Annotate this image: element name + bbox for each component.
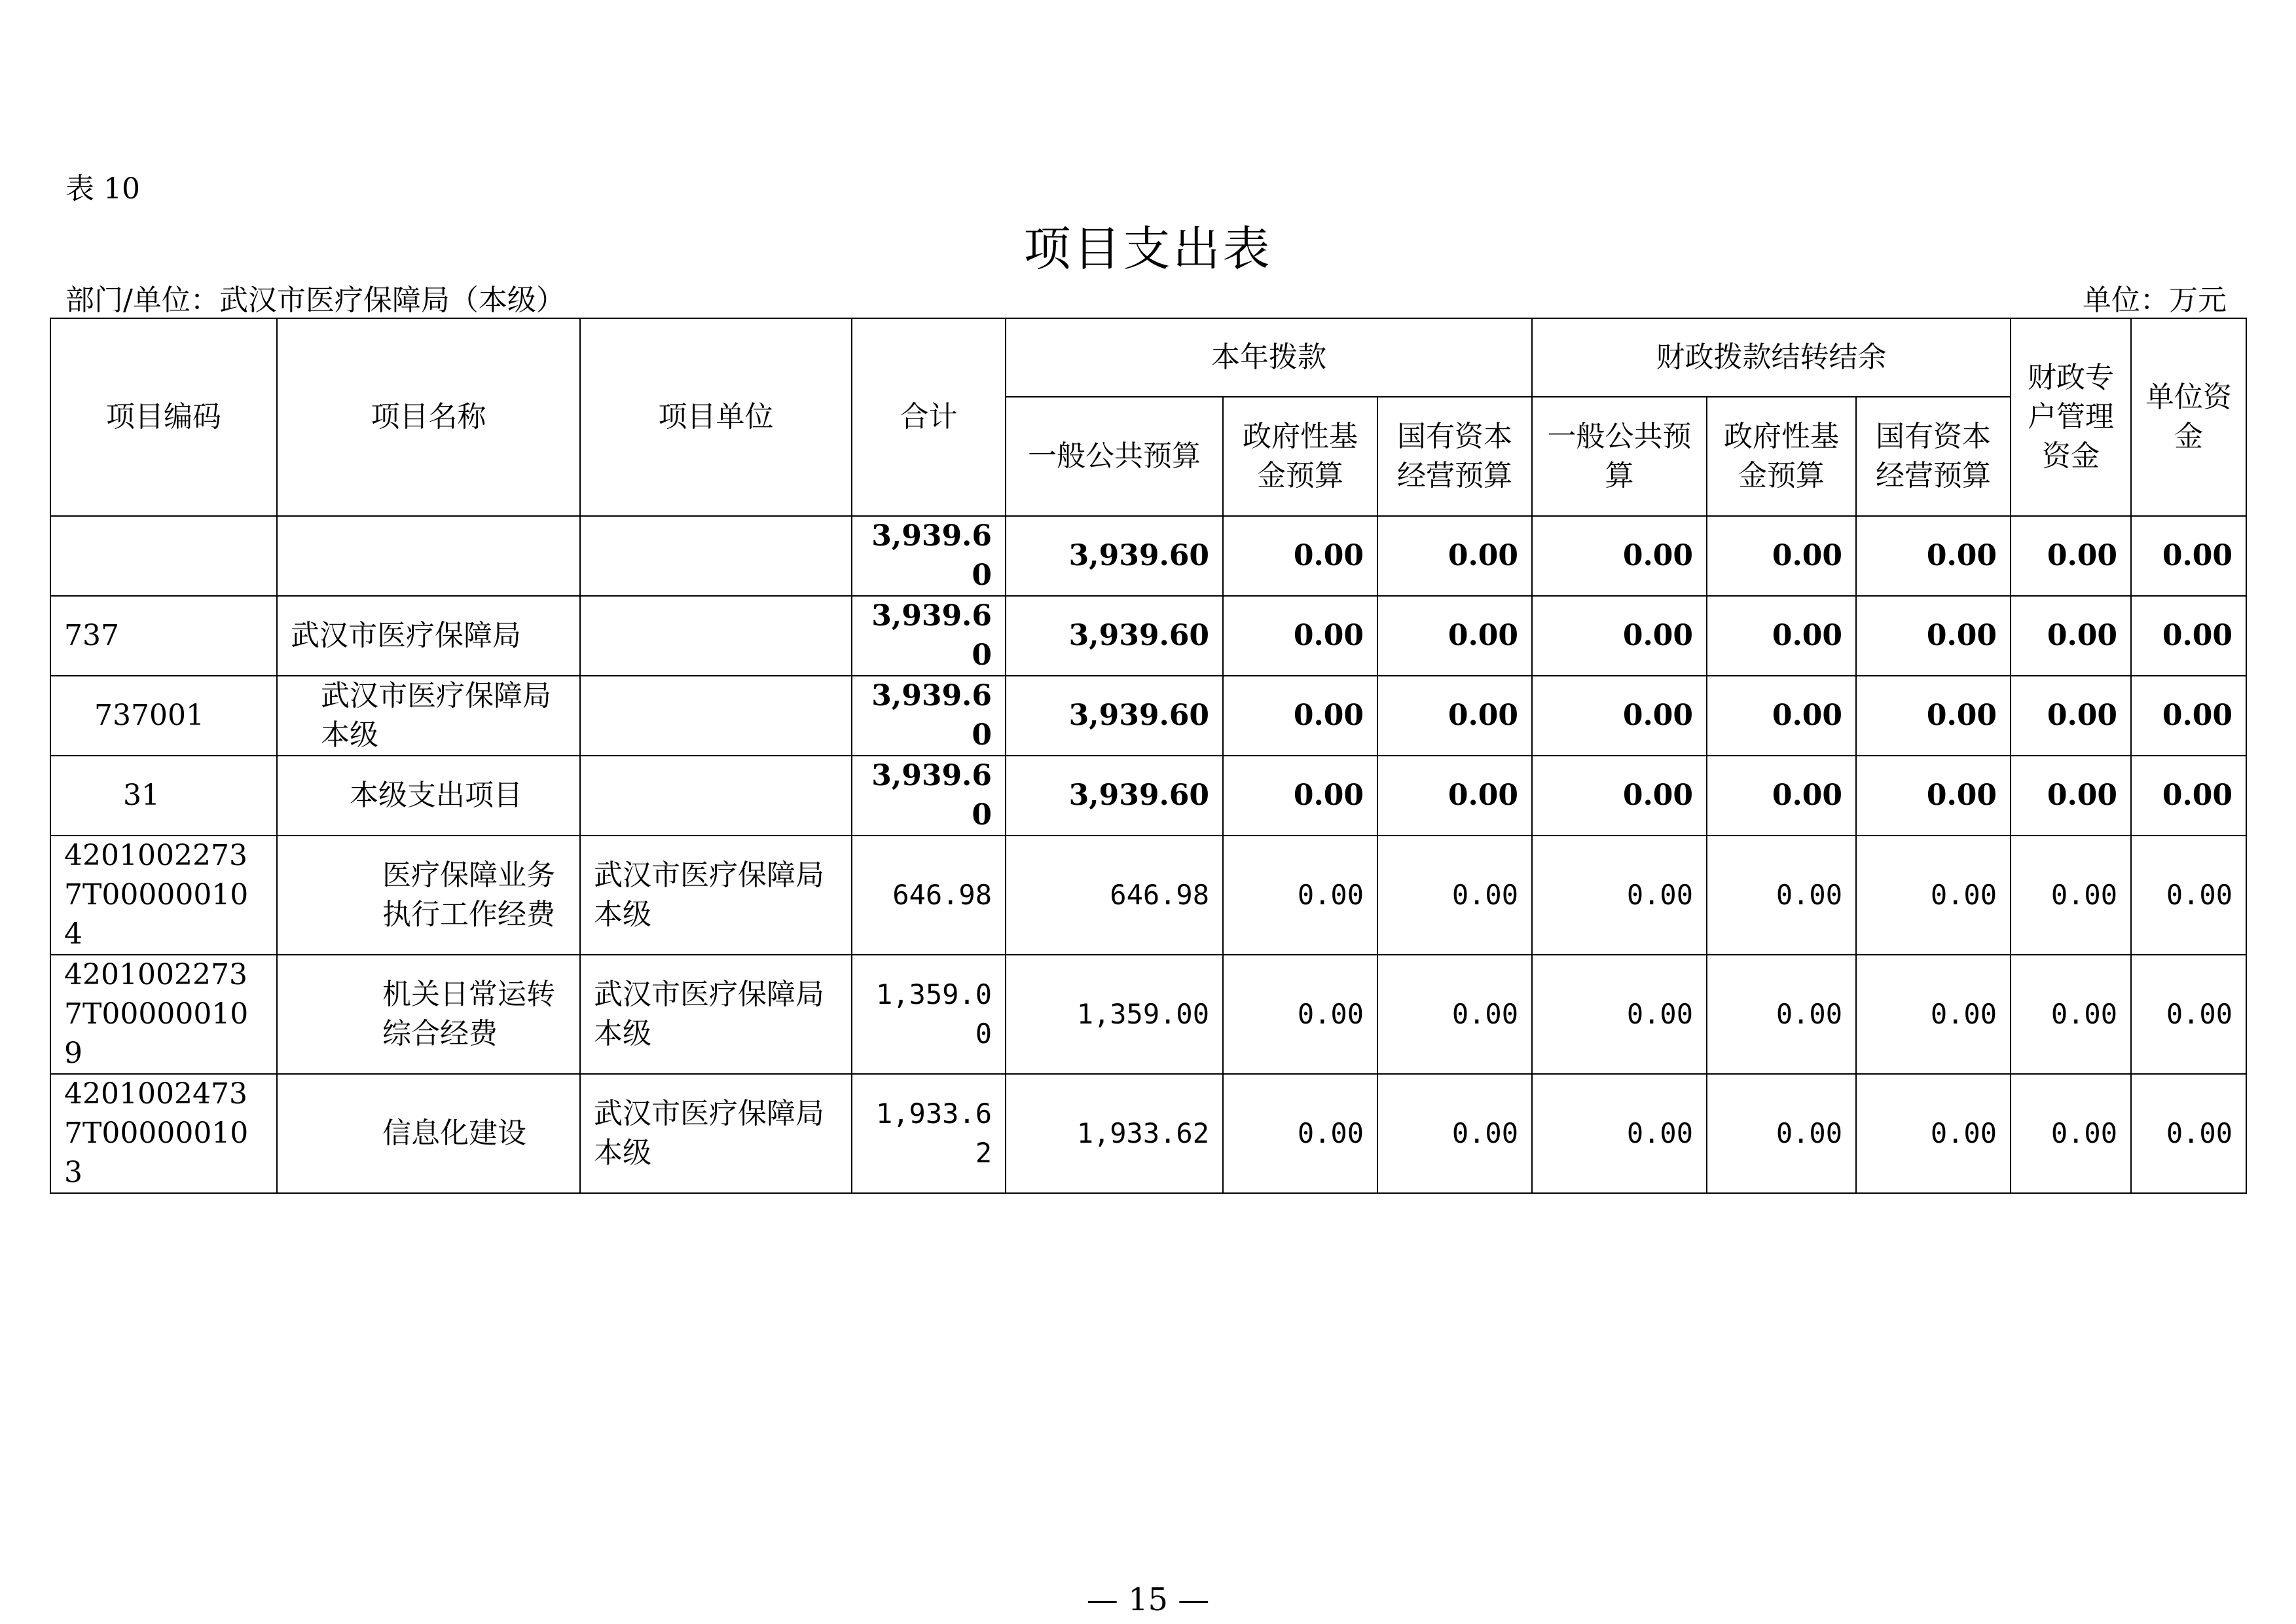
cell-current-fund: 0.00 bbox=[1223, 836, 1377, 955]
cell-code: 42010022737T000000109 bbox=[50, 955, 277, 1074]
cell-unit: 武汉市医疗保障局本级 bbox=[580, 1074, 852, 1193]
cell-current-fund: 0.00 bbox=[1223, 676, 1377, 756]
header-project-unit: 项目单位 bbox=[580, 318, 852, 516]
cell-current-state: 0.00 bbox=[1377, 955, 1532, 1074]
cell-carry-general: 0.00 bbox=[1532, 955, 1707, 1074]
cell-special: 0.00 bbox=[2011, 596, 2131, 676]
table-number-label: 表 10 bbox=[65, 172, 140, 206]
cell-total: 646.98 bbox=[852, 836, 1006, 955]
table-row bbox=[50, 676, 2246, 756]
project-expenditure-table bbox=[50, 318, 2247, 1194]
header-current-fund-budget: 政府性基金预算 bbox=[1223, 397, 1377, 516]
cell-carry-fund: 0.00 bbox=[1707, 756, 1856, 836]
cell-carry-state: 0.00 bbox=[1856, 516, 2011, 596]
cell-carry-general: 0.00 bbox=[1532, 596, 1707, 676]
currency-unit-label: 单位：万元 bbox=[2083, 284, 2227, 317]
cell-carry-state: 0.00 bbox=[1856, 1074, 2011, 1193]
cell-carry-general: 0.00 bbox=[1532, 1074, 1707, 1193]
cell-carry-fund: 0.00 bbox=[1707, 596, 1856, 676]
cell-name bbox=[277, 516, 580, 596]
cell-unit-funds: 0.00 bbox=[2131, 596, 2246, 676]
cell-special: 0.00 bbox=[2011, 756, 2131, 836]
cell-carry-general: 0.00 bbox=[1532, 756, 1707, 836]
cell-carry-state: 0.00 bbox=[1856, 955, 2011, 1074]
cell-unit bbox=[580, 596, 852, 676]
table-row bbox=[50, 756, 2246, 836]
cell-total: 3,939.60 bbox=[852, 596, 1006, 676]
cell-unit: 武汉市医疗保障局本级 bbox=[580, 955, 852, 1074]
cell-total: 3,939.60 bbox=[852, 676, 1006, 756]
cell-total: 1,359.00 bbox=[852, 955, 1006, 1074]
cell-unit-funds: 0.00 bbox=[2131, 756, 2246, 836]
cell-unit: 武汉市医疗保障局本级 bbox=[580, 836, 852, 955]
table-row bbox=[50, 836, 2246, 955]
cell-unit-funds: 0.00 bbox=[2131, 516, 2246, 596]
cell-current-state: 0.00 bbox=[1377, 676, 1532, 756]
cell-carry-state: 0.00 bbox=[1856, 596, 2011, 676]
cell-unit-funds: 0.00 bbox=[2131, 955, 2246, 1074]
cell-code: 737 bbox=[50, 596, 277, 676]
table-row bbox=[50, 1074, 2246, 1193]
header-carry-fund-budget: 政府性基金预算 bbox=[1707, 397, 1856, 516]
cell-unit-funds: 0.00 bbox=[2131, 676, 2246, 756]
cell-current-general: 1,359.00 bbox=[1006, 955, 1223, 1074]
cell-unit-funds: 0.00 bbox=[2131, 836, 2246, 955]
cell-total: 3,939.60 bbox=[852, 756, 1006, 836]
document-title: 项目支出表 bbox=[1023, 221, 1273, 276]
cell-carry-fund: 0.00 bbox=[1707, 516, 1856, 596]
cell-total: 1,933.62 bbox=[852, 1074, 1006, 1193]
cell-code bbox=[50, 516, 277, 596]
cell-name: 机关日常运转综合经费 bbox=[277, 955, 580, 1074]
cell-special: 0.00 bbox=[2011, 676, 2131, 756]
cell-unit bbox=[580, 676, 852, 756]
cell-name: 信息化建设 bbox=[277, 1074, 580, 1193]
header-project-code: 项目编码 bbox=[50, 318, 277, 516]
header-carry-state-capital-budget: 国有资本经营预算 bbox=[1856, 397, 2011, 516]
cell-carry-state: 0.00 bbox=[1856, 676, 2011, 756]
cell-carry-fund: 0.00 bbox=[1707, 676, 1856, 756]
cell-carry-general: 0.00 bbox=[1532, 836, 1707, 955]
header-project-name: 项目名称 bbox=[277, 318, 580, 516]
page-number: — 15 — bbox=[1086, 1581, 1210, 1618]
cell-unit bbox=[580, 516, 852, 596]
cell-name: 武汉市医疗保障局 bbox=[277, 596, 580, 676]
cell-carry-general: 0.00 bbox=[1532, 676, 1707, 756]
cell-special: 0.00 bbox=[2011, 955, 2131, 1074]
cell-current-fund: 0.00 bbox=[1223, 516, 1377, 596]
header-total: 合计 bbox=[852, 318, 1006, 516]
cell-unit-funds: 0.00 bbox=[2131, 1074, 2246, 1193]
cell-special: 0.00 bbox=[2011, 516, 2131, 596]
cell-carry-state: 0.00 bbox=[1856, 836, 2011, 955]
header-row-1 bbox=[50, 318, 2246, 397]
cell-carry-fund: 0.00 bbox=[1707, 955, 1856, 1074]
cell-total: 3,939.60 bbox=[852, 516, 1006, 596]
header-special-account-funds: 财政专户管理资金 bbox=[2011, 318, 2131, 516]
cell-name: 武汉市医疗保障局本级 bbox=[277, 676, 580, 756]
cell-current-fund: 0.00 bbox=[1223, 1074, 1377, 1193]
header-group-carryover: 财政拨款结转结余 bbox=[1532, 318, 2011, 397]
table-row bbox=[50, 596, 2246, 676]
cell-current-state: 0.00 bbox=[1377, 836, 1532, 955]
cell-carry-fund: 0.00 bbox=[1707, 1074, 1856, 1193]
cell-special: 0.00 bbox=[2011, 836, 2131, 955]
cell-current-state: 0.00 bbox=[1377, 1074, 1532, 1193]
header-unit-funds: 单位资金 bbox=[2131, 318, 2246, 516]
cell-code: 42010024737T000000103 bbox=[50, 1074, 277, 1193]
cell-code: 31 bbox=[50, 756, 277, 836]
header-current-general-budget: 一般公共预算 bbox=[1006, 397, 1223, 516]
cell-code: 42010022737T000000104 bbox=[50, 836, 277, 955]
table-row-total bbox=[50, 516, 2246, 596]
cell-carry-general: 0.00 bbox=[1532, 516, 1707, 596]
cell-current-fund: 0.00 bbox=[1223, 756, 1377, 836]
cell-carry-fund: 0.00 bbox=[1707, 836, 1856, 955]
cell-current-general: 3,939.60 bbox=[1006, 596, 1223, 676]
cell-current-fund: 0.00 bbox=[1223, 955, 1377, 1074]
cell-special: 0.00 bbox=[2011, 1074, 2131, 1193]
cell-current-general: 3,939.60 bbox=[1006, 676, 1223, 756]
cell-current-general: 646.98 bbox=[1006, 836, 1223, 955]
department-label: 部门/单位：武汉市医疗保障局（本级） bbox=[65, 284, 565, 317]
cell-current-fund: 0.00 bbox=[1223, 596, 1377, 676]
table-row bbox=[50, 955, 2246, 1074]
cell-current-general: 1,933.62 bbox=[1006, 1074, 1223, 1193]
cell-current-state: 0.00 bbox=[1377, 596, 1532, 676]
cell-current-state: 0.00 bbox=[1377, 756, 1532, 836]
cell-code: 737001 bbox=[50, 676, 277, 756]
cell-current-state: 0.00 bbox=[1377, 516, 1532, 596]
cell-carry-state: 0.00 bbox=[1856, 756, 2011, 836]
cell-unit bbox=[580, 756, 852, 836]
cell-name: 本级支出项目 bbox=[277, 756, 580, 836]
header-current-state-capital-budget: 国有资本经营预算 bbox=[1377, 397, 1532, 516]
header-carry-general-budget: 一般公共预算 bbox=[1532, 397, 1707, 516]
cell-name: 医疗保障业务执行工作经费 bbox=[277, 836, 580, 955]
cell-current-general: 3,939.60 bbox=[1006, 756, 1223, 836]
cell-current-general: 3,939.60 bbox=[1006, 516, 1223, 596]
header-group-current-year: 本年拨款 bbox=[1006, 318, 1532, 397]
